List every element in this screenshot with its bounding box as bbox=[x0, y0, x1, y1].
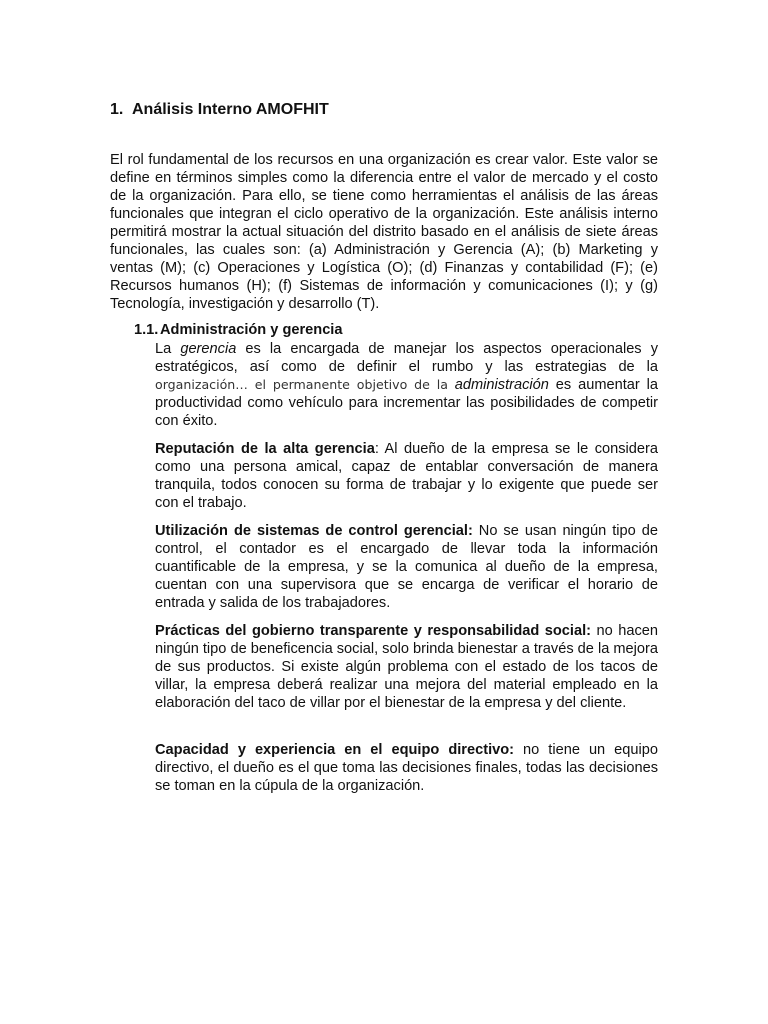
intro-paragraph: El rol fundamental de los recursos en una organización es crear valor. Este valor se define en términos simples como la diferencia entre el valor de mercado y el costo de la organización. Para ello, se tiene como herramientas el análisis de las áreas funcionales que integran el ciclo operativo de la organización. Este análisis interno permitirá mostrar la actual situación del distrito basado en el análisis de siete áreas funcionales, las cuales son: (a) Administración y Gerencia (A); (b) Marketing y ventas (M); (c) Operaciones y Logística (O); (d) Finanzas y contabilidad (F); (e) Recursos humanos (H); (f) Sistemas de información y comunicaciones (I); y (g) Tecnología, investigación y desarrollo (T). bbox=[110, 152, 658, 312]
paragraph-label: Reputación de la alta gerencia bbox=[155, 441, 375, 457]
definition-text-3: es la encargada de manejar los aspectos operacionales y estratégicos, así como de definir el rumbo y las estrategias de la bbox=[155, 341, 658, 375]
term-gerencia: gerencia bbox=[180, 341, 237, 357]
section-heading bbox=[110, 99, 658, 121]
paragraph-text: no hacen ningún tipo de beneficencia social, solo brinda bienestar a través de la mejora de sus productos. Si existe algún problema con el estado de los tacos de villar, la empresa deberá realizar una mejora del material empleado en la elaboración del taco de villar por el bienestar de la empresa y del cliente. bbox=[155, 623, 658, 711]
definition-text-1: La bbox=[155, 341, 181, 357]
section-title: Análisis Interno AMOFHIT bbox=[132, 101, 329, 118]
paragraph-text: No se usan ningún tipo de control, el contador es el encargado de llevar toda la información cuantificable de la empresa, y se la comunica al dueño de la empresa, cuentan con una supervisora que se encarga de verificar el horario de entrada y salida de los trabajadores. bbox=[155, 523, 658, 611]
definition-paragraph bbox=[155, 340, 658, 430]
section-number: 1. bbox=[110, 101, 124, 118]
paragraph-label: Utilización de sistemas de control gerencial: bbox=[155, 523, 473, 539]
definition-quote-fragment: organización… el permanente objetivo de la bbox=[155, 377, 455, 392]
paragraph-control-gerencial bbox=[155, 522, 658, 612]
paragraph-text: : Al dueño de la empresa se le considera como una persona amical, capaz de entablar conversación de manera tranquila, todos conocen su forma de trabajar y lo exigente que puede ser con el trabajo. bbox=[155, 441, 658, 511]
paragraph-text: no tiene un equipo directivo, el dueño es el que toma las decisiones finales, todas las decisiones se toman en la cúpula de la organización. bbox=[155, 742, 659, 794]
paragraph-label: Prácticas del gobierno transparente y responsabilidad social: bbox=[155, 623, 592, 639]
subsection-number: 1.1. bbox=[134, 322, 159, 338]
paragraph-equipo-directivo bbox=[155, 741, 658, 795]
subsection-title: Administración y gerencia bbox=[160, 322, 343, 338]
paragraph-reputacion bbox=[155, 440, 658, 512]
definition-text-6: es aumentar la productividad como vehículo para incrementar las posibilidades de competir con éxito. bbox=[155, 377, 659, 429]
paragraph-label: Capacidad y experiencia en el equipo directivo: bbox=[155, 742, 515, 758]
paragraph-gobierno-transparente bbox=[155, 622, 658, 712]
subsection-heading bbox=[134, 321, 342, 339]
term-administracion: administración bbox=[454, 377, 549, 393]
